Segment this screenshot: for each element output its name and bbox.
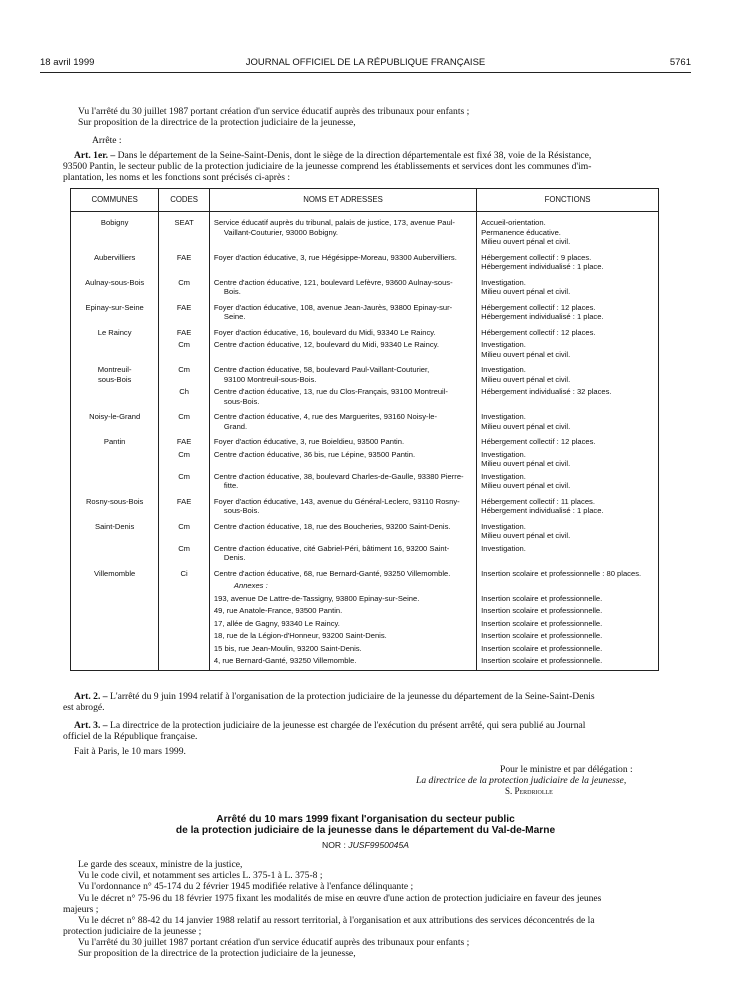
code-cell: [159, 578, 210, 591]
commune-cell-line: [75, 340, 154, 350]
issue-date: 18 avril 1999: [40, 57, 95, 68]
name-address-cell-line: 15 bis, rue Jean-Moulin, 93200 Saint-Denis.: [213, 643, 362, 653]
name-address-cell: [209, 322, 476, 338]
code-cell-text: [183, 644, 185, 653]
name-address-cell: [209, 578, 476, 591]
functions-cell-line: Insertion scolaire et professionnelle : 80 places.: [481, 568, 642, 578]
spacer-cell: [159, 666, 210, 671]
code-cell: [159, 591, 210, 604]
code-cell-text: Cm: [178, 365, 191, 374]
code-cell-text: Cm: [178, 543, 191, 553]
name-address-cell-line: Vaillant-Couturier, 93000 Bobigny.: [223, 227, 339, 237]
arrete-heading: Arrête :: [92, 135, 122, 146]
name-address-cell: [209, 272, 476, 297]
article-1-line-3: plantation, les noms et les fonctions sont précisés ci-après :: [63, 172, 290, 183]
code-cell: [159, 603, 210, 616]
functions-cell: [477, 491, 659, 516]
functions-cell-line: Hébergement individualisé : 1 place.: [481, 506, 604, 515]
functions-cell: [477, 578, 659, 591]
functions-cell-line: Insertion scolaire et professionnelle.: [481, 643, 603, 653]
proposal-line: Sur proposition de la directrice de la protection judiciaire de la jeunesse,: [78, 117, 356, 128]
commune-cell-line: [75, 606, 154, 616]
name-address-cell-line: Centre d'action éducative, 36 bis, rue Lépine, 93500 Pantin.: [213, 449, 416, 459]
functions-cell: [477, 431, 659, 447]
code-cell: [159, 212, 210, 247]
name-address-cell: [209, 541, 476, 563]
commune-cell: [71, 541, 159, 563]
name-address-cell: [209, 447, 476, 469]
nor-label: NOR :: [322, 840, 346, 850]
table-row: [71, 384, 659, 406]
table-row: [71, 469, 659, 491]
signature-title: La directrice de la protection judiciaire de la jeunesse,: [416, 775, 627, 786]
name-address-cell-line: Bois.: [223, 287, 241, 296]
name-address-cell-line: Foyer d'action éducative, 3, rue Boieldieu, 93500 Pantin.: [213, 437, 405, 446]
name-address-cell-line: Centre d'action éducative, 13, rue du Clos-Français, 93100 Montreuil-: [213, 387, 448, 396]
functions-cell: [477, 591, 659, 604]
article-3-text-1: La directrice de la protection judiciaire de la jeunesse est chargée de l'exécution du présent arrêté, qui sera publié au Journal: [109, 720, 586, 731]
decree-visa-75-96-line-2: majeurs ;: [63, 904, 99, 915]
functions-cell: [477, 212, 659, 247]
article-1-text-1: Dans le département de la Seine-Saint-Denis, dont le siège de la direction départementale est fixé 38, voie de la Résistance,: [117, 150, 592, 161]
decree-title-line-2: de la protection judiciaire de la jeunesse dans le département du Val-de-Marne: [175, 825, 556, 836]
code-cell-text: Cm: [178, 521, 191, 531]
article-1-line-1: [74, 150, 591, 161]
name-address-cell-line: 17, allée de Gagny, 93340 Le Raincy.: [213, 618, 340, 628]
commune-cell-line: [75, 387, 154, 397]
table-row: [71, 578, 659, 591]
code-cell-text: [183, 594, 185, 603]
table-bottom-spacer: [71, 666, 659, 671]
functions-cell: [477, 516, 659, 541]
code-cell-text: [183, 619, 185, 628]
code-cell: [159, 469, 210, 491]
functions-cell: [477, 247, 659, 272]
commune-cell: [71, 516, 159, 541]
name-address-cell: [209, 603, 476, 616]
name-address-cell: [209, 297, 476, 322]
commune-cell: [71, 578, 159, 591]
commune-cell: [71, 212, 159, 247]
code-cell: [159, 322, 210, 338]
name-address-cell: [209, 563, 476, 579]
name-address-cell: [209, 516, 476, 541]
name-address-cell-line: Grand.: [223, 421, 248, 431]
code-cell: [159, 406, 210, 431]
commune-cell: [71, 469, 159, 491]
commune-cell: [71, 603, 159, 616]
functions-cell-line: Milieu ouvert pénal et civil.: [481, 531, 571, 540]
code-cell-text: FAE: [176, 496, 192, 506]
commune-cell-line: Aubervilliers: [93, 252, 136, 262]
table-row: [71, 563, 659, 579]
commune-cell: [71, 563, 159, 579]
name-address-cell-line: Centre d'action éducative, 121, boulevard Lefèvre, 93600 Aulnay-sous-: [213, 277, 453, 287]
name-address-cell: [209, 212, 476, 247]
decree-proposal-line: Sur proposition de la directrice de la protection judiciaire de la jeunesse,: [78, 948, 356, 959]
code-cell-text: [183, 581, 185, 590]
functions-cell: [477, 406, 659, 431]
functions-cell: [477, 297, 659, 322]
decree-visa-civil-code: Vu le code civil, et notamment ses articles L. 375-1 à L. 375-8 ;: [78, 870, 323, 881]
code-cell-text: Cm: [178, 340, 191, 349]
commune-cell-line: [75, 450, 154, 460]
table-row: [71, 616, 659, 629]
decree-visa-ordonnance: Vu l'ordonnance n° 45-174 du 2 février 1945 modifiée relative à l'enfance délinquante ;: [78, 881, 414, 892]
commune-cell: [71, 641, 159, 654]
spacer-cell: [209, 666, 476, 671]
name-address-cell: [209, 431, 476, 447]
functions-cell-line: Hébergement individualisé : 1 place.: [481, 262, 604, 271]
table-row: [71, 359, 659, 384]
code-cell: [159, 247, 210, 272]
name-address-cell: [209, 653, 476, 666]
functions-cell-line: Milieu ouvert pénal et civil.: [481, 421, 571, 431]
functions-cell: [477, 603, 659, 616]
functions-cell-line: Milieu ouvert pénal et civil.: [481, 349, 571, 359]
functions-cell: [477, 641, 659, 654]
article-3-line-1: [74, 720, 585, 731]
functions-cell: [477, 628, 659, 641]
name-address-cell-line: Centre d'action éducative, 4, rue des Marguerites, 93160 Noisy-le-: [213, 412, 437, 421]
commune-cell-line: Noisy-le-Grand: [89, 412, 141, 421]
functions-cell-line: Insertion scolaire et professionnelle.: [481, 593, 603, 603]
code-cell-text: Ch: [179, 387, 189, 396]
table-row: [71, 247, 659, 272]
header-rule: [40, 72, 691, 73]
functions-cell-line: Milieu ouvert pénal et civil.: [481, 374, 571, 384]
name-address-cell-line: Centre d'action éducative, 18, rue des Boucheries, 93200 Saint-Denis.: [213, 521, 451, 531]
header-codes: CODES: [159, 189, 210, 212]
table-row: [71, 628, 659, 641]
commune-cell-line: Rosny-sous-Bois: [85, 496, 144, 506]
name-address-cell: [209, 406, 476, 431]
commune-cell-line: [75, 619, 154, 629]
name-address-cell-line: 193, avenue De Lattre-de-Tassigny, 93800 Epinay-sur-Seine.: [213, 593, 420, 603]
code-cell-text: FAE: [176, 252, 192, 262]
signature-name: S. Perdriolle: [505, 786, 553, 796]
name-address-cell-line: Centre d'action éducative, 38, boulevard Charles-de-Gaulle, 93380 Pierre-: [213, 471, 464, 481]
commune-cell: [71, 616, 159, 629]
functions-cell-line: Hébergement collectif : 9 places.: [481, 252, 592, 262]
code-cell: [159, 616, 210, 629]
decree-minister-line: Le garde des sceaux, ministre de la justice,: [78, 859, 243, 870]
name-address-cell-line: 18, rue de la Légion-d'Honneur, 93200 Saint-Denis.: [213, 631, 387, 640]
functions-cell: [477, 541, 659, 563]
name-address-cell: [209, 337, 476, 359]
table-row: [71, 447, 659, 469]
code-cell: [159, 431, 210, 447]
table-row: [71, 337, 659, 359]
name-address-cell: [209, 628, 476, 641]
functions-cell-line: Investigation.: [481, 543, 526, 553]
functions-cell: [477, 469, 659, 491]
spacer-cell: [477, 666, 659, 671]
name-address-cell: [209, 491, 476, 516]
signature-delegation: Pour le ministre et par délégation :: [500, 764, 633, 775]
table-row: [71, 431, 659, 447]
commune-cell: [71, 491, 159, 516]
functions-cell-line: Insertion scolaire et professionnelle.: [481, 656, 603, 665]
functions-cell-line: Insertion scolaire et professionnelle.: [481, 631, 603, 640]
header-fonctions: FONCTIONS: [477, 189, 659, 212]
name-address-cell-line: 4, rue Bernard-Ganté, 93250 Villemomble.: [213, 656, 357, 665]
functions-cell-line: Insertion scolaire et professionnelle.: [481, 606, 603, 615]
code-cell: [159, 384, 210, 406]
functions-cell-line: Investigation.: [481, 365, 526, 374]
table-row: [71, 491, 659, 516]
article-2-label: Art. 2. –: [74, 691, 108, 702]
functions-cell-line: Insertion scolaire et professionnelle.: [481, 618, 603, 628]
name-address-cell-line: Foyer d'action éducative, 143, avenue du Général-Leclerc, 93110 Rosny-: [213, 496, 460, 506]
commune-cell: [71, 591, 159, 604]
establishments-table: [70, 188, 659, 671]
code-cell: [159, 563, 210, 579]
code-cell: [159, 628, 210, 641]
journal-title: JOURNAL OFFICIEL DE LA RÉPUBLIQUE FRANÇAISE: [245, 57, 486, 68]
code-cell-text: FAE: [176, 327, 192, 337]
header-noms-adresses: NOMS ET ADRESSES: [209, 189, 476, 212]
functions-cell: [477, 653, 659, 666]
commune-cell-line: [75, 656, 154, 666]
functions-cell-line: Milieu ouvert pénal et civil.: [481, 237, 571, 246]
functions-cell-line: Hébergement individualisé : 32 places.: [481, 387, 612, 396]
commune-cell: [71, 406, 159, 431]
done-at-line: Fait à Paris, le 10 mars 1999.: [74, 746, 186, 757]
commune-cell: [71, 384, 159, 406]
table-row: [71, 603, 659, 616]
functions-cell-line: Milieu ouvert pénal et civil.: [481, 481, 571, 490]
name-address-cell-line: Centre d'action éducative, 68, rue Bernard-Ganté, 93250 Villemomble.: [213, 568, 451, 578]
functions-cell-line: Investigation.: [481, 521, 526, 531]
functions-cell-line: Investigation.: [481, 449, 526, 459]
commune-cell-line: [75, 544, 154, 554]
functions-cell: [477, 447, 659, 469]
name-address-cell-line: Foyer d'action éducative, 16, boulevard du Midi, 93340 Le Raincy.: [213, 327, 436, 337]
code-cell: [159, 653, 210, 666]
name-address-cell: [209, 384, 476, 406]
spacer-cell: [71, 666, 159, 671]
code-cell-text: Cm: [178, 471, 191, 481]
functions-cell-line: Hébergement collectif : 12 places.: [481, 437, 596, 446]
functions-cell: [477, 337, 659, 359]
commune-cell-line: sous-Bois: [97, 374, 132, 384]
name-address-cell-line: Centre d'action éducative, cité Gabriel-Péri, bâtiment 16, 93200 Saint-: [213, 543, 450, 553]
nor-value: JUSF9950045A: [348, 840, 409, 850]
commune-cell-line: Bobigny: [100, 218, 129, 227]
functions-cell-line: Investigation.: [481, 471, 526, 481]
commune-cell-line: Montreuil-: [97, 365, 132, 374]
article-3-line-2: officiel de la République française.: [63, 731, 198, 742]
commune-cell: [71, 272, 159, 297]
decree-title-line-1: Arrêté du 10 mars 1999 fixant l'organisation du secteur public: [216, 814, 515, 825]
commune-cell-line: Saint-Denis: [95, 521, 135, 531]
commune-cell: [71, 247, 159, 272]
nor-reference: [0, 840, 731, 850]
commune-cell-line: [75, 472, 154, 482]
functions-cell-line: Milieu ouvert pénal et civil.: [481, 287, 571, 296]
code-cell: [159, 491, 210, 516]
decree-visa-88-42-line-1: Vu le décret n° 88-42 du 14 janvier 1988 relatif au ressort territorial, à l'organisation et aux attributions des services déconcentrés de la: [78, 915, 595, 926]
table-row: [71, 272, 659, 297]
visa-line: Vu l'arrêté du 30 juillet 1987 portant création d'un service éducatif auprès des tribunaux pour enfants ;: [78, 106, 470, 117]
commune-cell: [71, 431, 159, 447]
decree-visa-arrete-1987: Vu l'arrêté du 30 juillet 1987 portant création d'un service éducatif auprès des tribunaux pour enfants ;: [78, 937, 470, 948]
name-address-cell-line: Foyer d'action éducative, 3, rue Hégésippe-Moreau, 93300 Aubervilliers.: [213, 252, 457, 262]
decree-visa-88-42-line-2: protection judiciaire de la jeunesse ;: [63, 926, 202, 937]
name-address-cell-line: fitte.: [223, 481, 239, 490]
code-cell: [159, 297, 210, 322]
article-2-line-2: est abrogé.: [63, 702, 105, 713]
code-cell-text: FAE: [176, 437, 192, 446]
name-address-cell-line: 49, rue Anatole-France, 93500 Pantin.: [213, 606, 343, 615]
name-address-cell-line: Centre d'action éducative, 12, boulevard du Midi, 93340 Le Raincy.: [213, 340, 439, 349]
table-row: [71, 516, 659, 541]
header-communes: COMMUNES: [71, 189, 159, 212]
commune-cell-line: Villemomble: [94, 568, 136, 578]
code-cell-text: Cm: [178, 277, 191, 287]
commune-cell-line: [75, 631, 154, 641]
commune-cell-line: Pantin: [103, 437, 126, 446]
functions-cell-line: Investigation.: [481, 412, 526, 421]
code-cell: [159, 359, 210, 384]
name-address-cell: [209, 641, 476, 654]
code-cell-text: Cm: [178, 412, 191, 421]
name-address-cell: [209, 359, 476, 384]
code-cell: [159, 516, 210, 541]
code-cell: [159, 641, 210, 654]
functions-cell-line: Hébergement collectif : 12 places.: [481, 302, 596, 312]
functions-cell-line: Hébergement collectif : 11 places.: [481, 496, 595, 506]
commune-cell: [71, 337, 159, 359]
article-3-label: Art. 3. –: [74, 720, 108, 731]
page-number: 5761: [669, 57, 691, 68]
functions-cell-line: Permanence éducative.: [481, 227, 561, 237]
commune-cell: [71, 359, 159, 384]
code-cell-text: [183, 656, 185, 665]
article-1-label: Art. 1er. –: [74, 150, 116, 161]
name-address-cell-line: Annexes :: [233, 581, 268, 590]
page-header: [40, 57, 691, 69]
table-row: [71, 641, 659, 654]
functions-cell: [477, 359, 659, 384]
table-row: [71, 406, 659, 431]
table-row: [71, 297, 659, 322]
functions-cell: [477, 563, 659, 579]
name-address-cell-line: 93100 Montreuil-sous-Bois.: [223, 374, 317, 384]
code-cell: [159, 447, 210, 469]
table-row: [71, 541, 659, 563]
code-cell-text: Ci: [180, 568, 188, 578]
commune-cell-line: Le Raincy: [97, 327, 132, 337]
functions-cell: [477, 272, 659, 297]
commune-cell: [71, 297, 159, 322]
table-row: [71, 212, 659, 247]
name-address-cell: [209, 247, 476, 272]
name-address-cell-line: Service éducatif auprès du tribunal, palais de justice, 173, avenue Paul-: [213, 218, 455, 227]
decree-visa-75-96-line-1: Vu le décret n° 75-96 du 18 février 1975 fixant les modalités de mise en œuvre d'une action de protection judiciaire en faveur des jeunes: [78, 893, 602, 904]
article-2-line-1: [74, 691, 595, 702]
functions-cell-line: Investigation.: [481, 277, 526, 287]
commune-cell-line: [75, 581, 154, 591]
article-2-text-1: L'arrêté du 9 juin 1994 relatif à l'organisation de la protection judiciaire de la jeunesse du département de la Seine-Saint-Denis: [109, 691, 595, 702]
commune-cell: [71, 322, 159, 338]
code-cell-text: [183, 606, 185, 615]
code-cell-text: SEAT: [174, 218, 194, 227]
article-1-line-2: 93500 Pantin, le secteur public de la protection judiciaire de la jeunesse comprend les établissements et services dont les communes d'im-: [63, 161, 592, 172]
name-address-cell-line: Centre d'action éducative, 58, boulevard Paul-Vaillant-Couturier,: [213, 365, 430, 374]
table-row: [71, 322, 659, 338]
table-header-row: [71, 189, 659, 212]
commune-cell: [71, 653, 159, 666]
code-cell: [159, 272, 210, 297]
name-address-cell: [209, 616, 476, 629]
functions-cell-line: Hébergement collectif : 12 places.: [481, 327, 596, 337]
code-cell-text: Cm: [178, 449, 191, 459]
functions-cell-line: Accueil-orientation.: [481, 218, 546, 227]
commune-cell-line: [75, 644, 154, 654]
name-address-cell: [209, 469, 476, 491]
code-cell-text: FAE: [176, 302, 192, 312]
name-address-cell-line: Foyer d'action éducative, 108, avenue Jean-Jaurès, 93800 Epinay-sur-: [213, 302, 453, 312]
commune-cell: [71, 628, 159, 641]
code-cell-text: [183, 631, 185, 640]
commune-cell-line: Epinay-sur-Seine: [85, 302, 144, 312]
functions-cell-line: Milieu ouvert pénal et civil.: [481, 459, 571, 468]
commune-cell: [71, 447, 159, 469]
code-cell: [159, 541, 210, 563]
functions-cell-line: Investigation.: [481, 340, 526, 349]
name-address-cell-line: Denis.: [223, 553, 246, 562]
commune-cell-line: [75, 594, 154, 604]
table-row: [71, 653, 659, 666]
functions-cell: [477, 322, 659, 338]
code-cell: [159, 337, 210, 359]
name-address-cell-line: Seine.: [223, 312, 246, 321]
functions-cell-line: Hébergement individualisé : 1 place.: [481, 312, 604, 321]
functions-cell: [477, 384, 659, 406]
functions-cell: [477, 616, 659, 629]
name-address-cell: [209, 591, 476, 604]
table-row: [71, 591, 659, 604]
functions-cell-line: [481, 581, 654, 591]
name-address-cell-line: sous-Bois.: [223, 506, 260, 515]
name-address-cell-line: sous-Bois.: [223, 396, 260, 406]
commune-cell-line: Aulnay-sous-Bois: [85, 277, 145, 287]
